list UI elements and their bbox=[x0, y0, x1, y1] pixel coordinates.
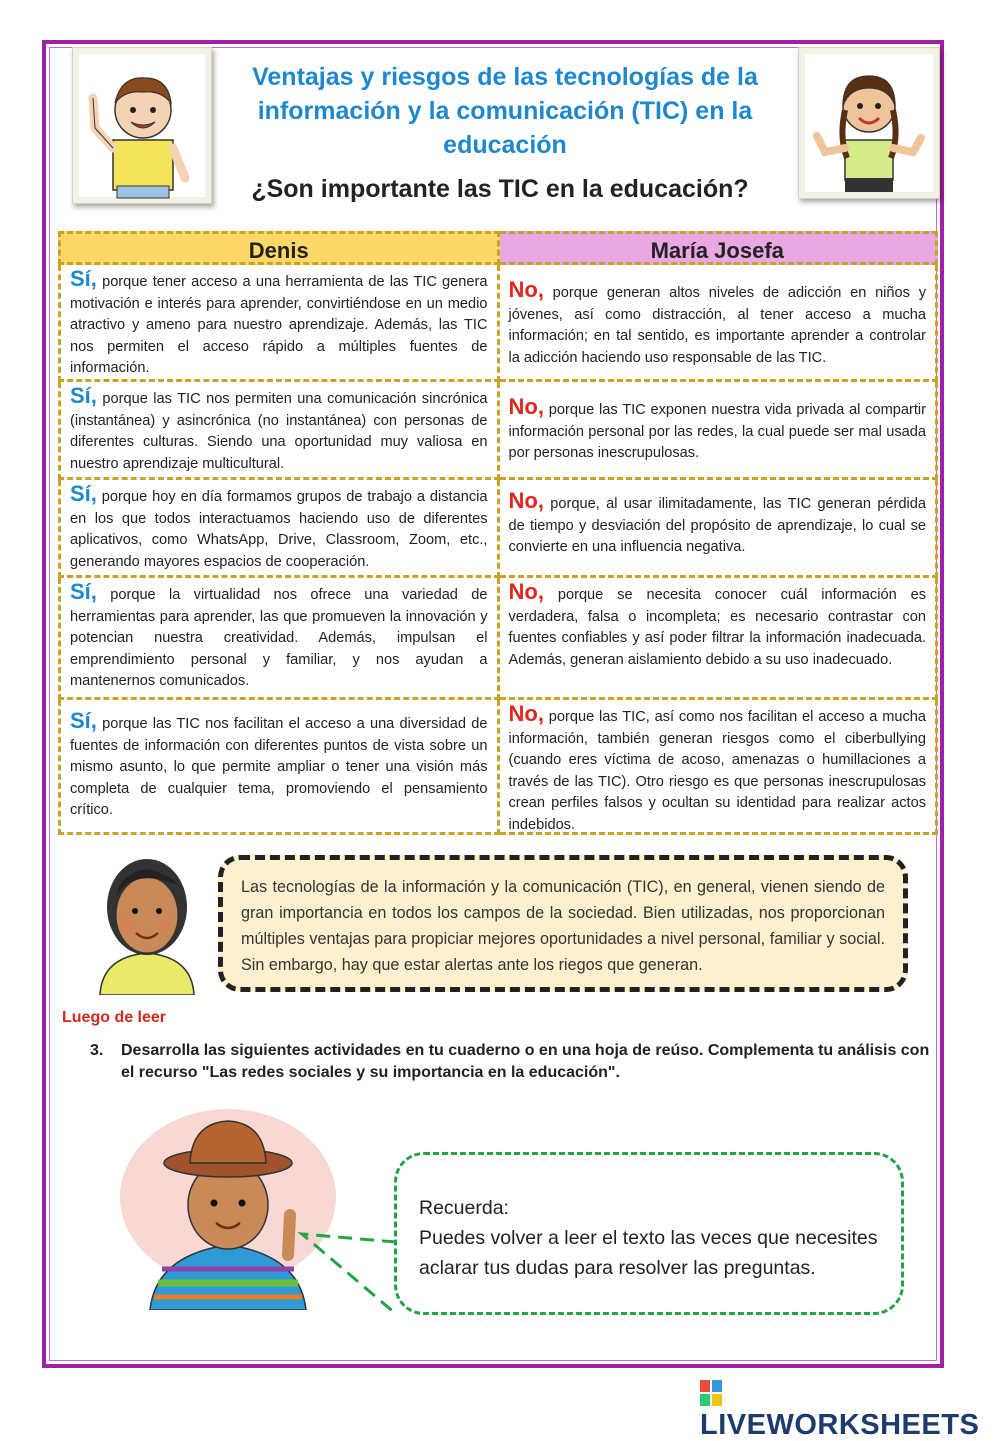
table-row bbox=[58, 382, 938, 480]
table-row bbox=[58, 578, 938, 700]
cell-denis bbox=[58, 578, 500, 700]
si-label: Sí, bbox=[70, 708, 97, 733]
summary-note: Las tecnologías de la información y la comunicación (TIC), en general, vienen siendo de gran importancia en todos los campos de la sociedad. Bien utilizadas, nos proporcionan múltiples ventajas para propiciar mejores oportunidades a nivel personal, familiar y social. Sin embargo, hay que estar alertas ante los riegos que generan. bbox=[218, 855, 908, 992]
activity-text: Desarrolla las siguientes actividades en tu cuaderno o en una hoja de reúso. Complementa tu análisis con el recurso "Las redes sociales y su importancia en la educación". bbox=[121, 1042, 930, 1081]
cell-denis bbox=[58, 700, 500, 835]
after-reading-label: Luego de leer bbox=[62, 1009, 167, 1026]
no-label: No, bbox=[508, 394, 544, 419]
si-label: Sí, bbox=[70, 266, 97, 291]
cell-text: porque la virtualidad nos ofrece una variedad de herramientas para aprender, las que promueven la innovación y potencian nuestra creatividad. Además, impulsan el emprendimiento personal y familiar, y nos ayudan a mantenernos comunicados. bbox=[70, 587, 488, 689]
reminder-text: Puedes volver a leer el texto las veces que necesites aclarar tus dudas para resolver las preguntas. bbox=[419, 1227, 878, 1279]
cell-maria-josefa bbox=[500, 265, 939, 382]
column-header-denis: Denis bbox=[58, 231, 500, 265]
girl-photo bbox=[798, 47, 940, 199]
debate-table bbox=[58, 231, 938, 835]
cell-text: porque las TIC nos facilitan el acceso a una diversidad de fuentes de información con diferentes puntos de vista sobre un mismo asunto, lo que permite ampliar o tener una visión más completa de cualquier tema, promoviendo el pensamiento crítico. bbox=[70, 716, 488, 818]
table-row bbox=[58, 480, 938, 578]
si-label: Sí, bbox=[70, 383, 97, 408]
cell-maria-josefa bbox=[500, 480, 939, 578]
cell-text: porque las TIC, así como nos facilitan el acceso a mucha información, también generan riesgos como el ciberbullying (cuando eres víctima de acoso, amenazas o humillaciones a través de las TIC). Otro riesgo es que personas inescrupulosas crean perfiles falsos y ocultan su identidad para realizar actos indebidos. bbox=[508, 709, 926, 833]
boy-photo bbox=[72, 47, 212, 204]
cell-denis bbox=[58, 382, 500, 480]
cell-text: porque generan altos niveles de adicción en niños y jóvenes, así como distracción, al tener acceso a mucha información; en tal sentido, es importante aprender a controlar la adicción haciendo uso responsable de las TIC. bbox=[508, 285, 926, 366]
liveworksheets-logo bbox=[700, 1377, 1000, 1441]
no-label: No, bbox=[508, 579, 544, 604]
table-row bbox=[58, 700, 938, 835]
reminder-bubble bbox=[394, 1152, 904, 1315]
column-header-maria-josefa: María Josefa bbox=[500, 231, 939, 265]
girl-avatar-illustration bbox=[92, 845, 202, 995]
speech-bubble-tail bbox=[296, 1228, 400, 1318]
no-label: No, bbox=[508, 701, 544, 726]
cell-maria-josefa bbox=[500, 700, 939, 835]
cell-text: porque las TIC exponen nuestra vida privada al compartir información personal por las redes, la cual puede ser mal usada por personas inescrupulosas. bbox=[508, 402, 926, 461]
activity-instruction bbox=[90, 1040, 940, 1084]
si-label: Sí, bbox=[70, 579, 97, 604]
cell-maria-josefa bbox=[500, 382, 939, 480]
reminder-title: Recuerda: bbox=[419, 1197, 509, 1219]
footer-text: LIVEWORKSHEETS bbox=[700, 1409, 980, 1441]
page-title: Ventajas y riesgos de las tecnologías de la información y la comunicación (TIC) en la educación bbox=[252, 63, 758, 159]
page-question: ¿Son importante las TIC en la educación? bbox=[251, 175, 749, 203]
no-label: No, bbox=[508, 488, 544, 513]
table-row bbox=[58, 265, 938, 382]
cell-text: porque se necesita conocer cuál información es verdadera, falsa o incompleta; es necesario contrastar con fuentes confiables y así poder filtrar la información inadecuada. Además, generan aislamiento debido a su uso inadecuado. bbox=[508, 587, 926, 668]
table-header bbox=[58, 231, 938, 265]
cell-maria-josefa bbox=[500, 578, 939, 700]
si-label: Sí, bbox=[70, 481, 97, 506]
activity-number: 3. bbox=[90, 1042, 104, 1059]
cell-denis bbox=[58, 480, 500, 578]
no-label: No, bbox=[508, 277, 544, 302]
liveworksheets-logo-icon bbox=[700, 1380, 722, 1406]
cell-text: porque las TIC nos permiten una comunicación sincrónica (instantánea) y asincrónica (no instantánea) con personas de diferentes culturas. Siendo una oportunidad muy valiosa en nuestro aprendizaje multicultural. bbox=[70, 391, 488, 472]
cell-text: porque hoy en día formamos grupos de trabajo a distancia en los que todos interactuamos haciendo uso de diferentes aplicativos, como WhatsApp, Drive, Classroom, Zoom, etc., generando mayores espacios de cooperación. bbox=[70, 489, 488, 570]
cell-denis bbox=[58, 265, 500, 382]
cell-text: porque, al usar ilimitadamente, las TIC generan pérdida de tiempo y desviación del propósito de aprendizaje, lo cual se convierte en una influencia negativa. bbox=[508, 496, 926, 555]
cell-text: porque tener acceso a una herramienta de las TIC genera motivación e interés para aprender, convirtiéndose en un medio atractivo y ameno para nuestro aprendizaje. Además, las TIC nos permiten el acceso rápido a múltiples fuentes de información. bbox=[70, 274, 488, 376]
